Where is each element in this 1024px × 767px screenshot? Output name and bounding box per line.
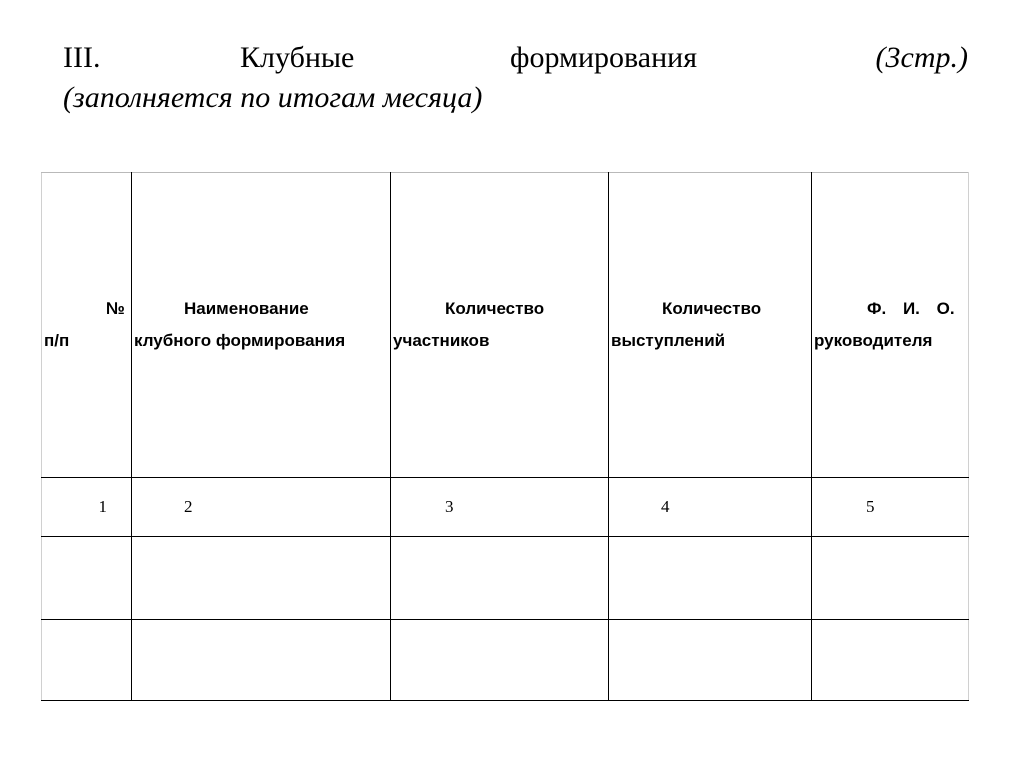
column-number-3: 3 [445, 497, 454, 516]
title-word-formations: формирования [510, 41, 698, 74]
club-formations-table [41, 172, 969, 701]
table-header-row [42, 173, 969, 478]
table-cell [42, 620, 132, 701]
header-number-line1: № [106, 299, 125, 318]
title-line [63, 38, 968, 78]
column-number-4: 4 [661, 497, 670, 516]
subtitle: (заполняется по итогам месяца) [63, 81, 483, 114]
report-table-container [41, 172, 968, 700]
table-cell [812, 620, 969, 701]
column-number-cell [812, 478, 969, 537]
column-number-1: 1 [98, 497, 107, 516]
header-participants-line2: участников [393, 331, 490, 350]
header-number-line2: п/п [44, 331, 70, 350]
header-leader-line1: Ф. И. О. [867, 299, 955, 318]
header-cell-number [42, 173, 132, 478]
column-number-cell [391, 478, 609, 537]
table-cell [391, 620, 609, 701]
header-cell-participants [391, 173, 609, 478]
header-cell-name [132, 173, 391, 478]
header-name-line1: Наименование [184, 299, 309, 318]
header-leader-line2: руководителя [814, 331, 933, 350]
page-count-note: (3стр.) [875, 41, 968, 74]
title-word-clubs: Клубные [240, 41, 355, 74]
table-cell [42, 537, 132, 620]
table-cell [391, 537, 609, 620]
header-name-line2: клубного формирования [134, 331, 346, 350]
header-performances-line1: Количество [662, 299, 762, 318]
column-number-cell [609, 478, 812, 537]
header-performances-line2: выступлений [611, 331, 726, 350]
table-cell [812, 537, 969, 620]
header-cell-performances [609, 173, 812, 478]
column-number-2: 2 [184, 497, 193, 516]
table-cell [132, 537, 391, 620]
column-number-5: 5 [866, 497, 875, 516]
table-row [42, 620, 969, 701]
column-number-cell [42, 478, 132, 537]
column-number-row [42, 478, 969, 537]
table-cell [609, 537, 812, 620]
section-number: III. [63, 41, 101, 74]
header-cell-leader [812, 173, 969, 478]
table-row [42, 537, 969, 620]
column-number-cell [132, 478, 391, 537]
table-cell [609, 620, 812, 701]
table-cell [132, 620, 391, 701]
header-participants-line1: Количество [445, 299, 545, 318]
